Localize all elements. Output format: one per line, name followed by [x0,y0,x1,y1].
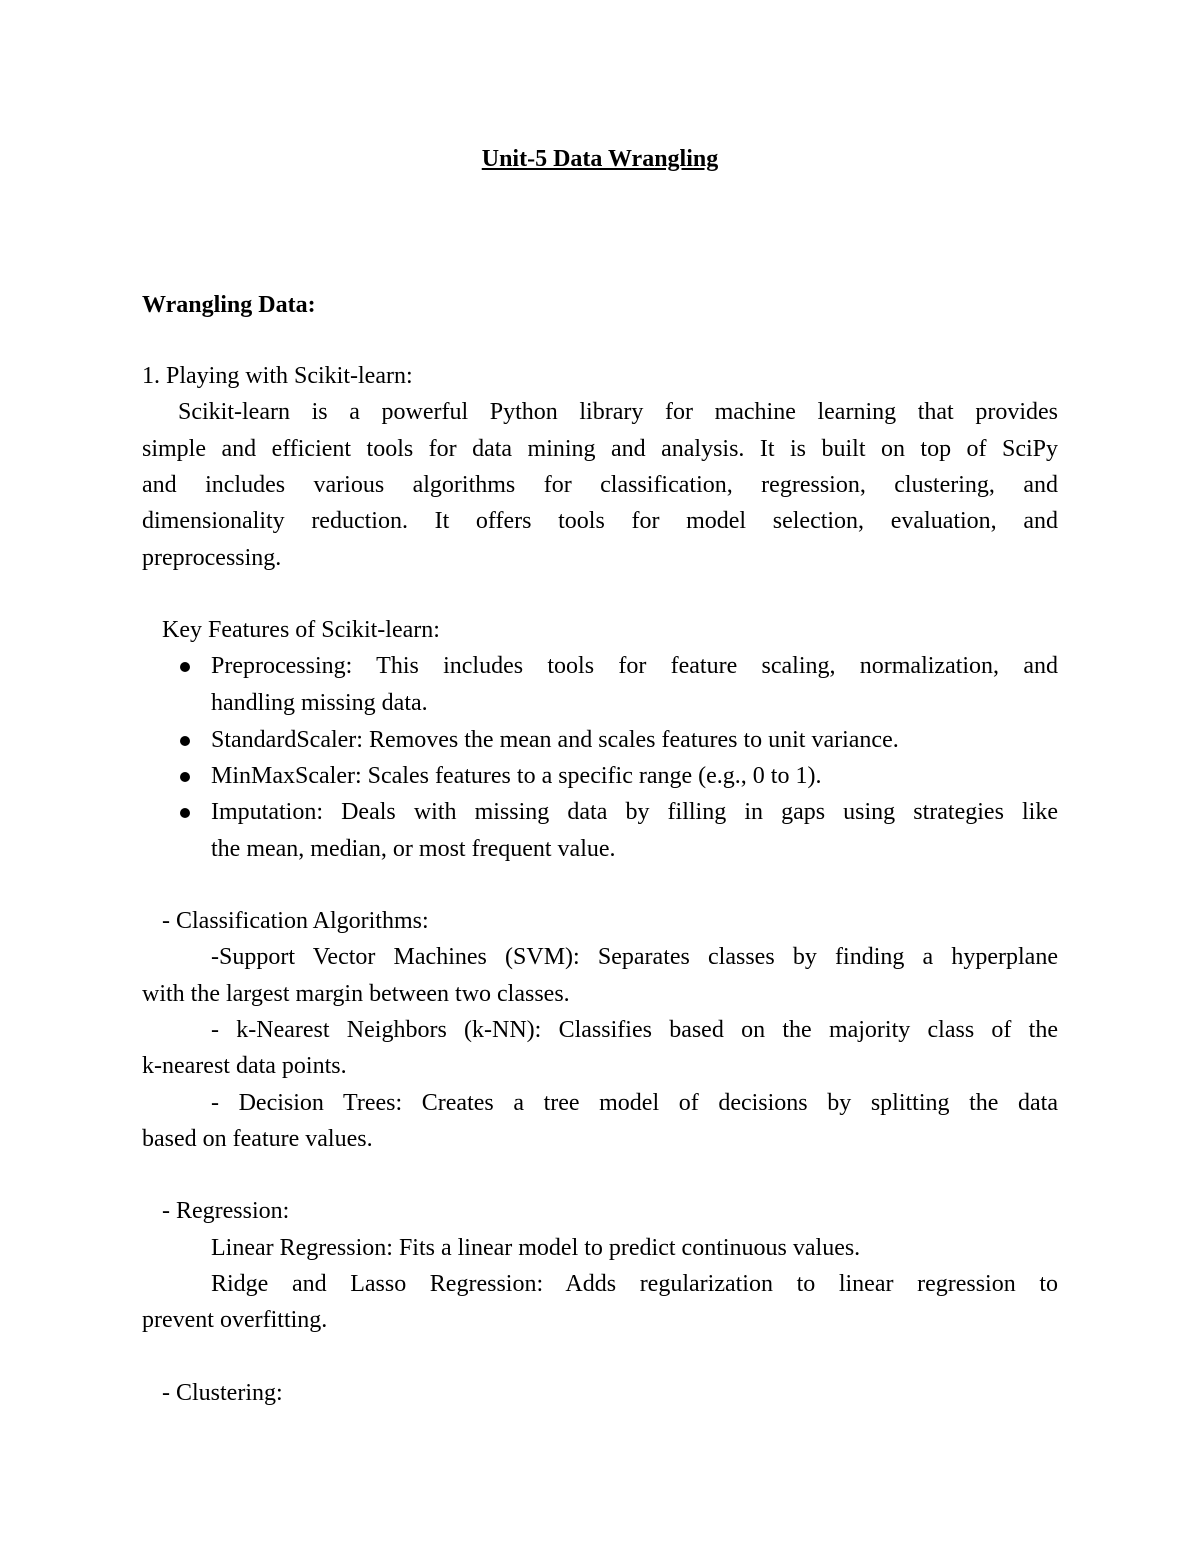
item1-heading: 1. Playing with Scikit-learn: [142,363,413,389]
page-title: Unit-5 Data Wrangling [481,146,719,172]
classification-line: -Support Vector Machines (SVM): Separates classes by finding a hyperplane [211,944,1058,970]
classification-line: - k-Nearest Neighbors (k-NN): Classifies based on the majority class of the [211,1017,1058,1043]
regression-heading: - Regression: [162,1198,290,1224]
classification-line: based on feature values. [142,1126,373,1152]
feature-bullet-text: handling missing data. [211,690,428,716]
feature-bullet-text: MinMaxScaler: Scales features to a specific range (e.g., 0 to 1). [211,763,822,789]
regression-line: Linear Regression: Fits a linear model to predict continuous values. [211,1235,861,1261]
bullet-icon [180,772,190,782]
bullet-icon [180,808,190,818]
bullet-icon [180,736,190,746]
bullet-icon [180,662,190,672]
feature-bullet-text: Imputation: Deals with missing data by filling in gaps using strategies like [211,799,1058,825]
classification-line: k-nearest data points. [142,1053,347,1079]
item1-para-line: and includes various algorithms for classification, regression, clustering, and [142,472,1058,498]
clustering-heading: - Clustering: [162,1380,283,1406]
classification-line: - Decision Trees: Creates a tree model of decisions by splitting the data [211,1090,1058,1116]
feature-bullet-text: the mean, median, or most frequent value. [211,836,616,862]
section-heading: Wrangling Data: [142,292,316,318]
regression-line: Ridge and Lasso Regression: Adds regularization to linear regression to [211,1271,1058,1297]
feature-bullet-text: Preprocessing: This includes tools for feature scaling, normalization, and [211,653,1058,679]
item1-para-line: preprocessing. [142,545,282,571]
classification-line: with the largest margin between two classes. [142,981,570,1007]
item1-para-line: dimensionality reduction. It offers tools for model selection, evaluation, and [142,508,1058,534]
feature-bullet-text: StandardScaler: Removes the mean and scales features to unit variance. [211,727,899,753]
classification-heading: - Classification Algorithms: [162,908,429,934]
item1-para-line: simple and efficient tools for data mining and analysis. It is built on top of SciPy [142,436,1058,462]
regression-line: prevent overfitting. [142,1307,328,1333]
item1-para-line: Scikit-learn is a powerful Python library for machine learning that provides [178,399,1058,425]
features-heading: Key Features of Scikit-learn: [162,617,440,643]
